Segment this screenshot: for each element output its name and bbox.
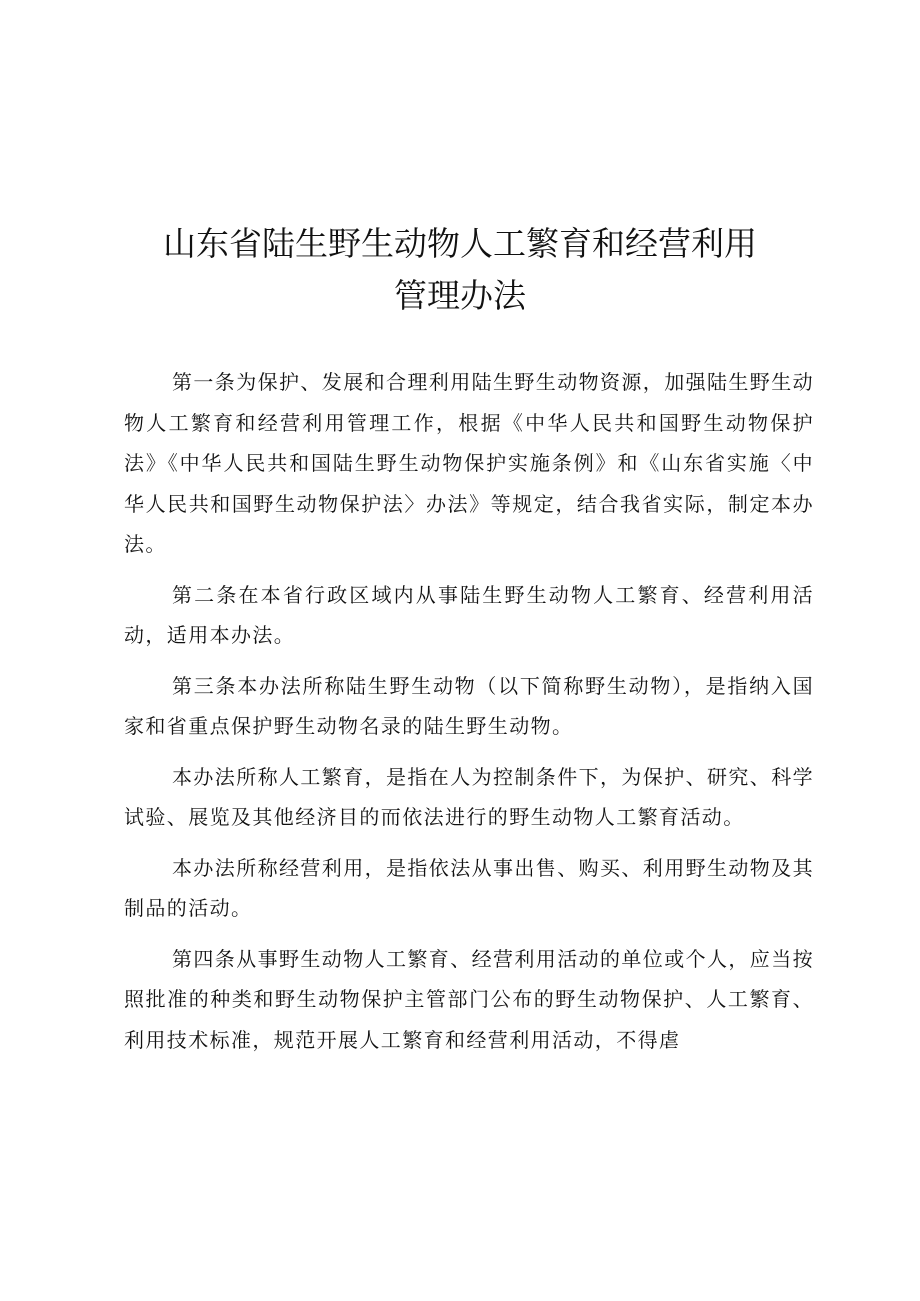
page-title <box>100 218 820 322</box>
paragraph-article-3: 第三条本办法所称陆生野生动物（以下简称野生动物），是指纳入国家和省重点保护野生动物名录的陆生野生动物。 <box>124 673 814 738</box>
paragraph-article-4: 第四条从事野生动物人工繁育、经营利用活动的单位或个人，应当按照批准的种类和野生动物保护主管部门公布的野生动物保护、人工繁育、利用技术标准，规范开展人工繁育和经营利用活动，不得虐 <box>124 946 814 1052</box>
paragraph-breeding-definition: 本办法所称人工繁育，是指在人为控制条件下，为保护、研究、科学试验、展览及其他经济目的而依法进行的野生动物人工繁育活动。 <box>124 764 814 829</box>
paragraph-article-2: 第二条在本省行政区域内从事陆生野生动物人工繁育、经营利用活动，适用本办法。 <box>124 582 814 647</box>
title-line-2: 管理办法 <box>394 276 526 315</box>
paragraph-utilization-definition: 本办法所称经营利用，是指依法从事出售、购买、利用野生动物及其制品的活动。 <box>124 855 814 920</box>
paragraph-article-1: 第一条为保护、发展和合理利用陆生野生动物资源，加强陆生野生动物人工繁育和经营利用管理工作，根据《中华人民共和国野生动物保护法》《中华人民共和国陆生野生动物保护实施条例》和《山东省实施〈中华人民共和国野生动物保护法〉办法》等规定，结合我省实际，制定本办法。 <box>124 370 814 556</box>
document-body <box>124 362 814 1070</box>
title-line-1: 山东省陆生野生动物人工繁育和经营利用 <box>163 224 757 263</box>
